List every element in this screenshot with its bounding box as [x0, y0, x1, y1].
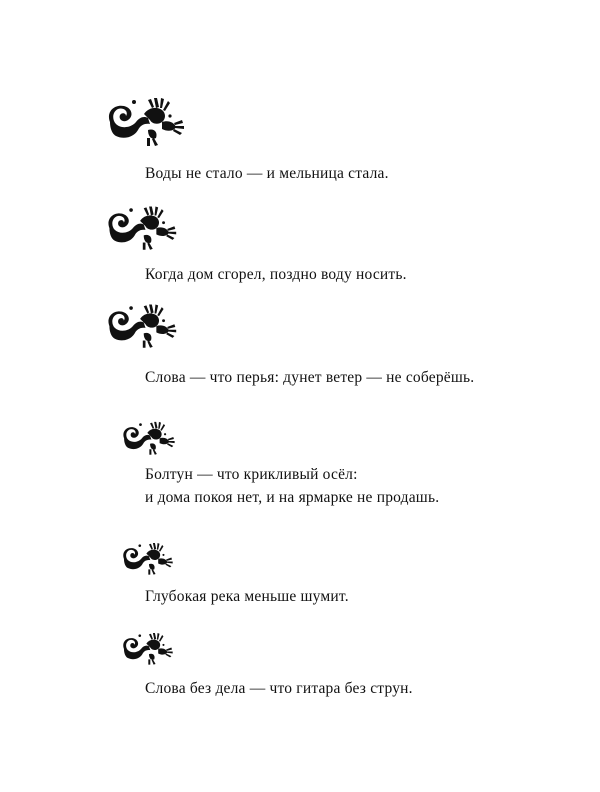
proverb-line: Воды не стало — и мельница стала. — [145, 165, 389, 182]
proverb-2 — [145, 263, 407, 286]
ornament-icon — [104, 96, 186, 150]
proverb-line: и дома покоя нет, и на ярмарке не продашь. — [145, 489, 440, 506]
proverb-line: Слова — что перья: дунет ветер — не соберёшь. — [145, 369, 475, 386]
ornament-icon — [104, 204, 178, 254]
proverb-4 — [145, 463, 439, 509]
proverb-line: Болтун — что крикливый осёл: — [145, 466, 358, 483]
ornament-icon — [120, 541, 174, 578]
proverb-5 — [145, 585, 349, 608]
ornament-icon — [120, 420, 176, 458]
proverb-6 — [145, 677, 413, 700]
proverb-3 — [145, 366, 474, 389]
ornament-icon — [104, 302, 178, 352]
proverb-line: Глубокая река меньше шумит. — [145, 588, 349, 605]
proverb-line: Слова без дела — что гитара без струн. — [145, 680, 413, 697]
proverb-line: Когда дом сгорел, поздно воду носить. — [145, 266, 407, 283]
proverb-1 — [145, 162, 389, 185]
ornament-icon — [120, 631, 174, 668]
